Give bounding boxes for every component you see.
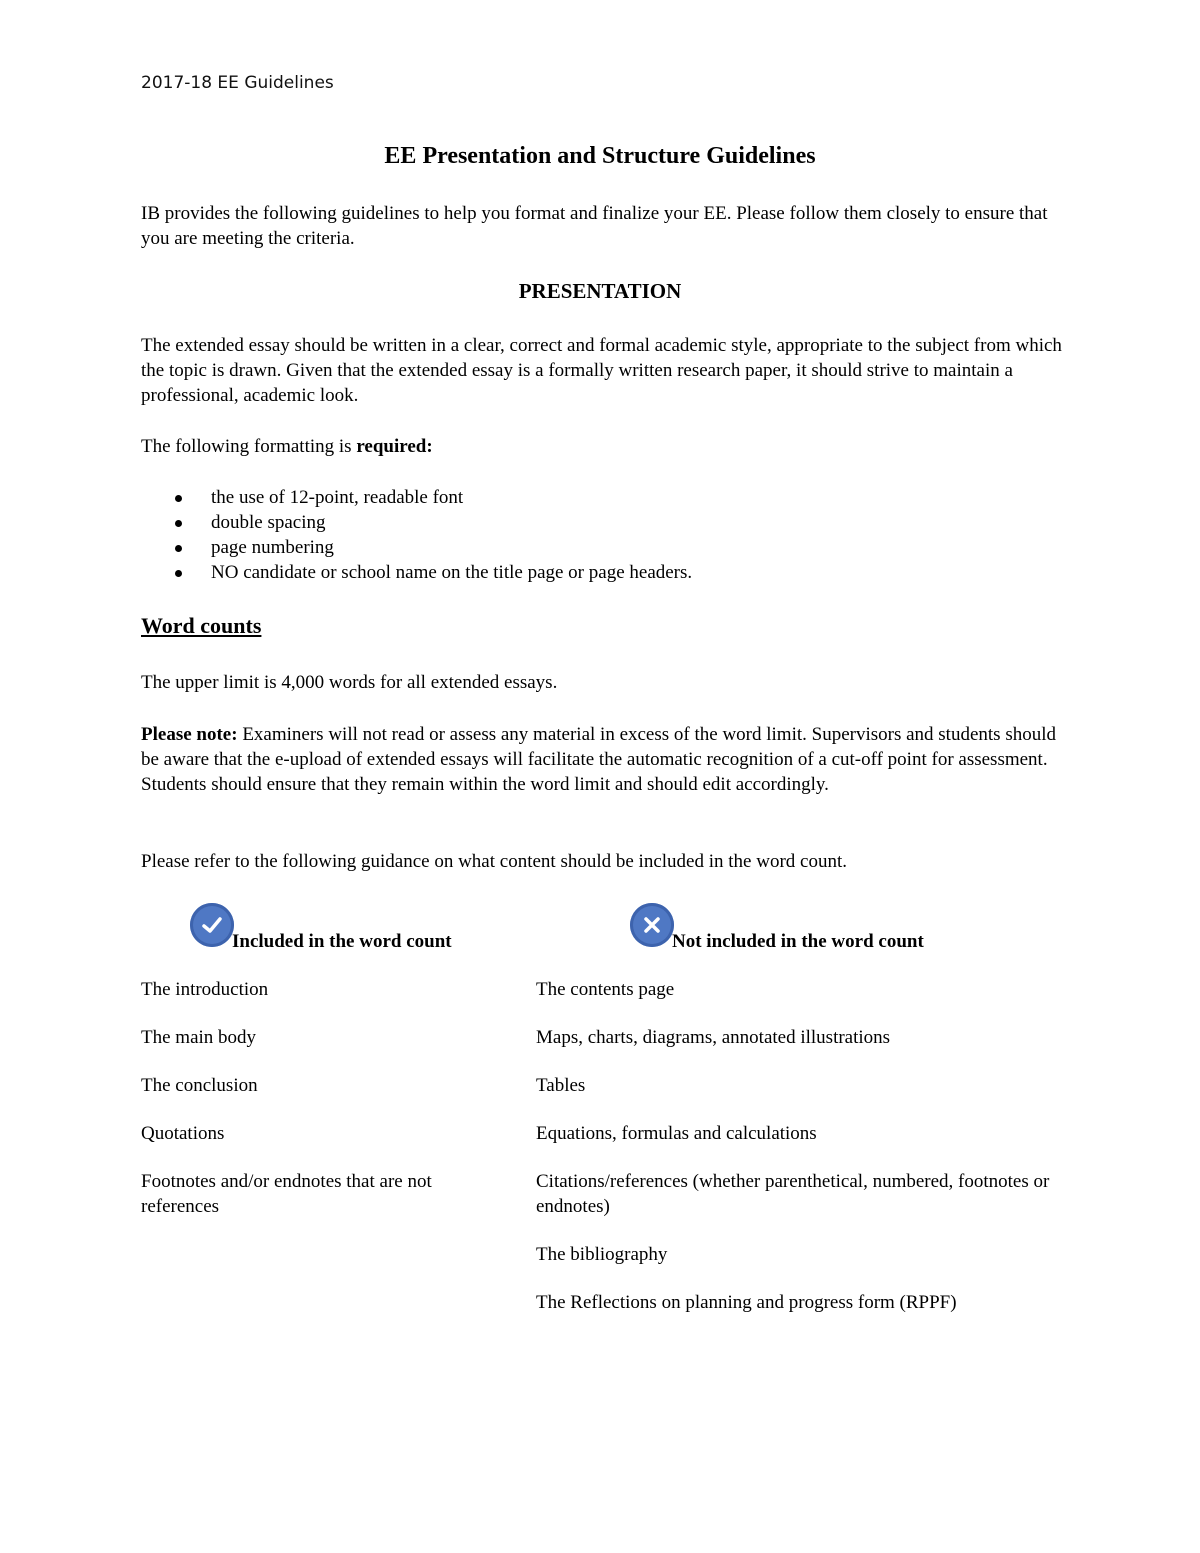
required-label: required:	[356, 436, 433, 457]
bullet-icon	[175, 570, 182, 577]
note-paragraph	[141, 722, 1071, 797]
list-item: The bibliography	[536, 1244, 668, 1265]
included-list	[141, 977, 501, 1242]
bullet-icon	[175, 495, 182, 502]
note-label: Please note:	[141, 724, 238, 745]
note-text: Examiners will not read or assess any material in excess of the word limit. Supervisors and students should be aware that the e-upload of extended essays will facilitate the automatic recognition of a cut-off point for assessment. Students should ensure that they remain within the word limit and should edit accordingly.	[141, 724, 1056, 795]
list-item: The Reflections on planning and progress form (RPPF)	[536, 1292, 957, 1313]
page-header: 2017-18 EE Guidelines	[141, 73, 334, 93]
list-item	[141, 535, 692, 560]
bullet-icon	[175, 520, 182, 527]
list-item-text: page numbering	[211, 537, 334, 558]
word-counts-heading: Word counts	[141, 613, 262, 638]
presentation-heading: PRESENTATION	[518, 279, 682, 303]
list-item-text: NO candidate or school name on the title page or page headers.	[211, 562, 693, 583]
list-item-text: the use of 12-point, readable font	[211, 487, 464, 508]
bullet-icon	[175, 545, 182, 552]
list-item: Citations/references (whether parenthetical, numbered, footnotes or endnotes)	[536, 1171, 1050, 1217]
list-item: The introduction	[141, 979, 269, 1000]
list-item: Footnotes and/or endnotes that are not references	[141, 1171, 432, 1217]
list-item	[141, 510, 692, 535]
not-included-list	[536, 977, 1056, 1338]
document-title: EE Presentation and Structure Guidelines	[384, 143, 816, 169]
list-item: Equations, formulas and calculations	[536, 1123, 817, 1144]
list-item	[141, 560, 692, 585]
list-item: Quotations	[141, 1123, 225, 1144]
cross-badge-icon	[630, 903, 674, 947]
presentation-paragraph: The extended essay should be written in a clear, correct and formal academic style, appropriate to the subject from which the topic is drawn. Given that the extended essay is a formally written research paper, it should strive to maintain a professional, academic look.	[141, 335, 1062, 406]
formatting-list	[141, 485, 692, 585]
required-prefix: The following formatting is	[141, 436, 357, 457]
list-item: The contents page	[536, 979, 675, 1000]
list-item: Maps, charts, diagrams, annotated illustrations	[536, 1027, 891, 1048]
list-item: Tables	[536, 1075, 586, 1096]
list-item	[141, 485, 692, 510]
list-item: The main body	[141, 1027, 257, 1048]
required-formatting-line	[141, 434, 1071, 459]
word-limit-paragraph: The upper limit is 4,000 words for all extended essays.	[141, 672, 558, 693]
list-item: The conclusion	[141, 1075, 258, 1096]
check-badge-icon	[190, 903, 234, 947]
not-included-heading-label: Not included in the word count	[672, 931, 924, 952]
guidance-paragraph: Please refer to the following guidance on what content should be included in the word count.	[141, 851, 847, 872]
included-heading-label: Included in the word count	[232, 931, 452, 952]
intro-paragraph: IB provides the following guidelines to help you format and finalize your EE. Please follow them closely to ensure that you are meeting the criteria.	[141, 203, 1048, 249]
list-item-text: double spacing	[211, 512, 326, 533]
